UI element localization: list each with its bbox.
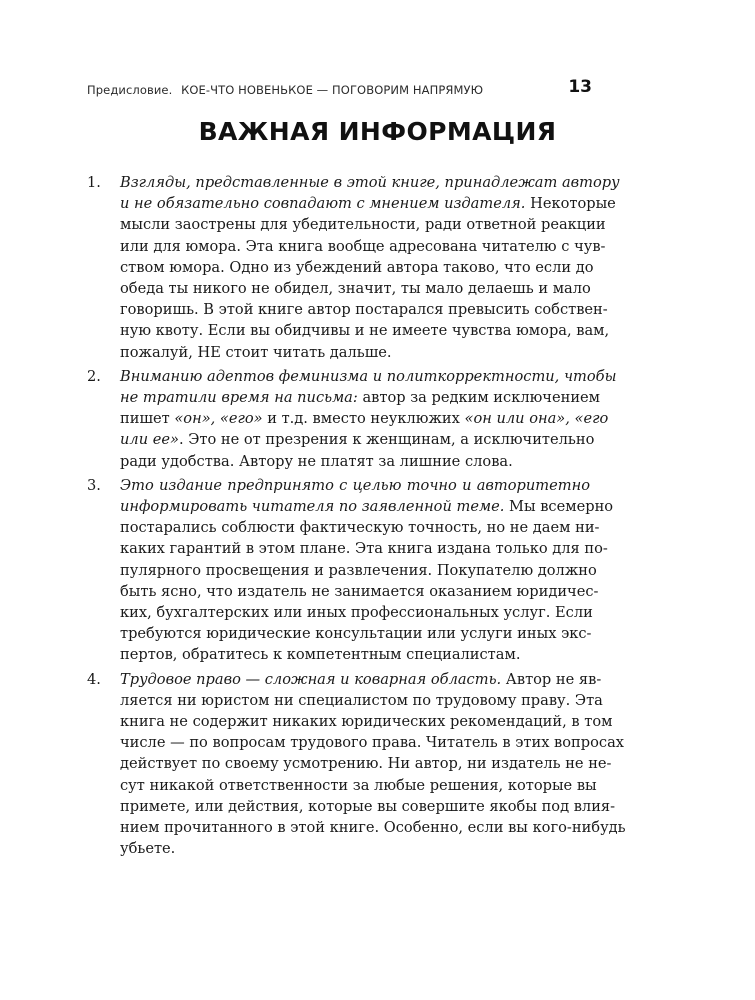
emphasis-text: и не обязательно совпадают с мнением издателя. xyxy=(120,195,526,213)
emphasis-text: информировать читателя по заявленной теме. xyxy=(120,498,505,516)
item-text xyxy=(120,172,620,363)
item-text xyxy=(120,475,614,666)
emphasis-text: Трудовое право — сложная и коварная область. xyxy=(120,670,502,688)
text-run: пишет xyxy=(120,410,170,428)
text-line xyxy=(120,429,595,450)
text-line: мысли заострены для убедительности, ради ответной реакции xyxy=(120,216,606,234)
text-line xyxy=(120,669,602,690)
running-header-chapter: КОЕ-ЧТО НОВЕНЬКОЕ — ПОГОВОРИМ НАПРЯМУЮ xyxy=(181,83,484,97)
text-line: числе — по вопросам трудового права. Читатель в этих вопросах xyxy=(120,734,625,752)
emphasis-text: Взгляды, представленные в этой книге, принадлежат автору xyxy=(120,174,620,191)
item-number: 1. xyxy=(87,174,101,191)
text-line: каких гарантий в этом плане. Эта книга издана только для по- xyxy=(120,540,608,558)
emphasis-text: «он», «его» xyxy=(174,410,263,428)
text-line: требуются юридические консультации или услуги иных экс- xyxy=(120,625,592,643)
text-line: книга не содержит никаких юридических рекомендаций, в том xyxy=(120,713,613,731)
emphasis-text: «он или она», «его xyxy=(464,410,609,428)
text-line: ством юмора. Одно из убеждений автора таково, что если до xyxy=(120,258,594,276)
notice-list xyxy=(87,172,626,863)
item-number: 4. xyxy=(87,670,101,688)
text-line: говоришь. В этой книге автор постарался превысить собствен- xyxy=(120,301,608,319)
text-line: ради удобства. Автору не платят за лишние слова. xyxy=(120,452,513,470)
text-line: действует по своему усмотрению. Ни автор, ни издатель не не- xyxy=(120,755,612,773)
text-line: пожалуй, НЕ стоит читать дальше. xyxy=(120,343,392,361)
text-line xyxy=(120,193,616,214)
text-line: ляется ни юристом ни специалистом по трудовому праву. Эта xyxy=(120,691,603,709)
text-line: ную квоту. Если вы обидчивы и не имеете чувства юмора, вам, xyxy=(120,322,610,340)
item-text xyxy=(120,366,617,472)
text-line: убьете. xyxy=(120,840,176,858)
text-line: пулярного просвещения и развлечения. Покупателю должно xyxy=(120,561,597,579)
text-line: сут никакой ответственности за любые решения, которые вы xyxy=(120,776,597,794)
text-run: Некоторые xyxy=(530,195,616,213)
item-text xyxy=(120,669,626,860)
text-run: Автор не яв- xyxy=(505,670,602,688)
text-line: постарались соблюсти фактическую точность, но не даем ни- xyxy=(120,519,600,537)
page-number: 13 xyxy=(568,77,592,97)
text-line: ких, бухгалтерских или иных профессиональных услуг. Если xyxy=(120,604,593,622)
running-header-section: Предисловие. xyxy=(87,83,173,97)
text-line: или для юмора. Эта книга вообще адресована читателю с чув- xyxy=(120,237,606,255)
notice-item-2 xyxy=(87,366,617,472)
text-line: быть ясно, что издатель не занимается оказанием юридичес- xyxy=(120,582,599,600)
text-run: Мы всемерно xyxy=(509,498,614,516)
text-line xyxy=(120,387,601,408)
notice-item-3 xyxy=(87,475,614,666)
text-line: пертов, обратитесь к компетентным специалистам. xyxy=(120,646,521,664)
text-line xyxy=(120,172,620,193)
text-run: и т.д. вместо неуклюжих xyxy=(267,410,460,428)
text-line xyxy=(120,496,614,517)
text-line xyxy=(120,408,609,429)
notice-item-1 xyxy=(87,172,620,363)
emphasis-text: Это издание предпринято с целью точно и авторитетно xyxy=(120,476,590,494)
text-run: автор за редким исключением xyxy=(362,389,601,407)
emphasis-text: Вниманию адептов феминизма и политкорректности, чтобы xyxy=(120,367,617,385)
text-run: . Это не от презрения к женщинам, а исключительно xyxy=(178,431,595,449)
text-line: обеда ты никого не обидел, значит, ты мало делаешь и мало xyxy=(120,280,591,298)
text-line: примете, или действия, которые вы совершите якобы под влия- xyxy=(120,797,616,815)
notice-item-4 xyxy=(87,669,626,860)
text-line xyxy=(120,475,590,496)
running-header xyxy=(87,83,483,97)
page-title: ВАЖНАЯ ИНФОРМАЦИЯ xyxy=(198,117,557,146)
item-number: 3. xyxy=(87,476,101,494)
emphasis-text: или ее» xyxy=(120,431,179,449)
item-number: 2. xyxy=(87,367,101,385)
text-line: нием прочитанного в этой книге. Особенно, если вы кого-нибудь xyxy=(120,819,626,837)
emphasis-text: не тратили время на письма: xyxy=(120,389,358,407)
text-line xyxy=(120,366,617,387)
